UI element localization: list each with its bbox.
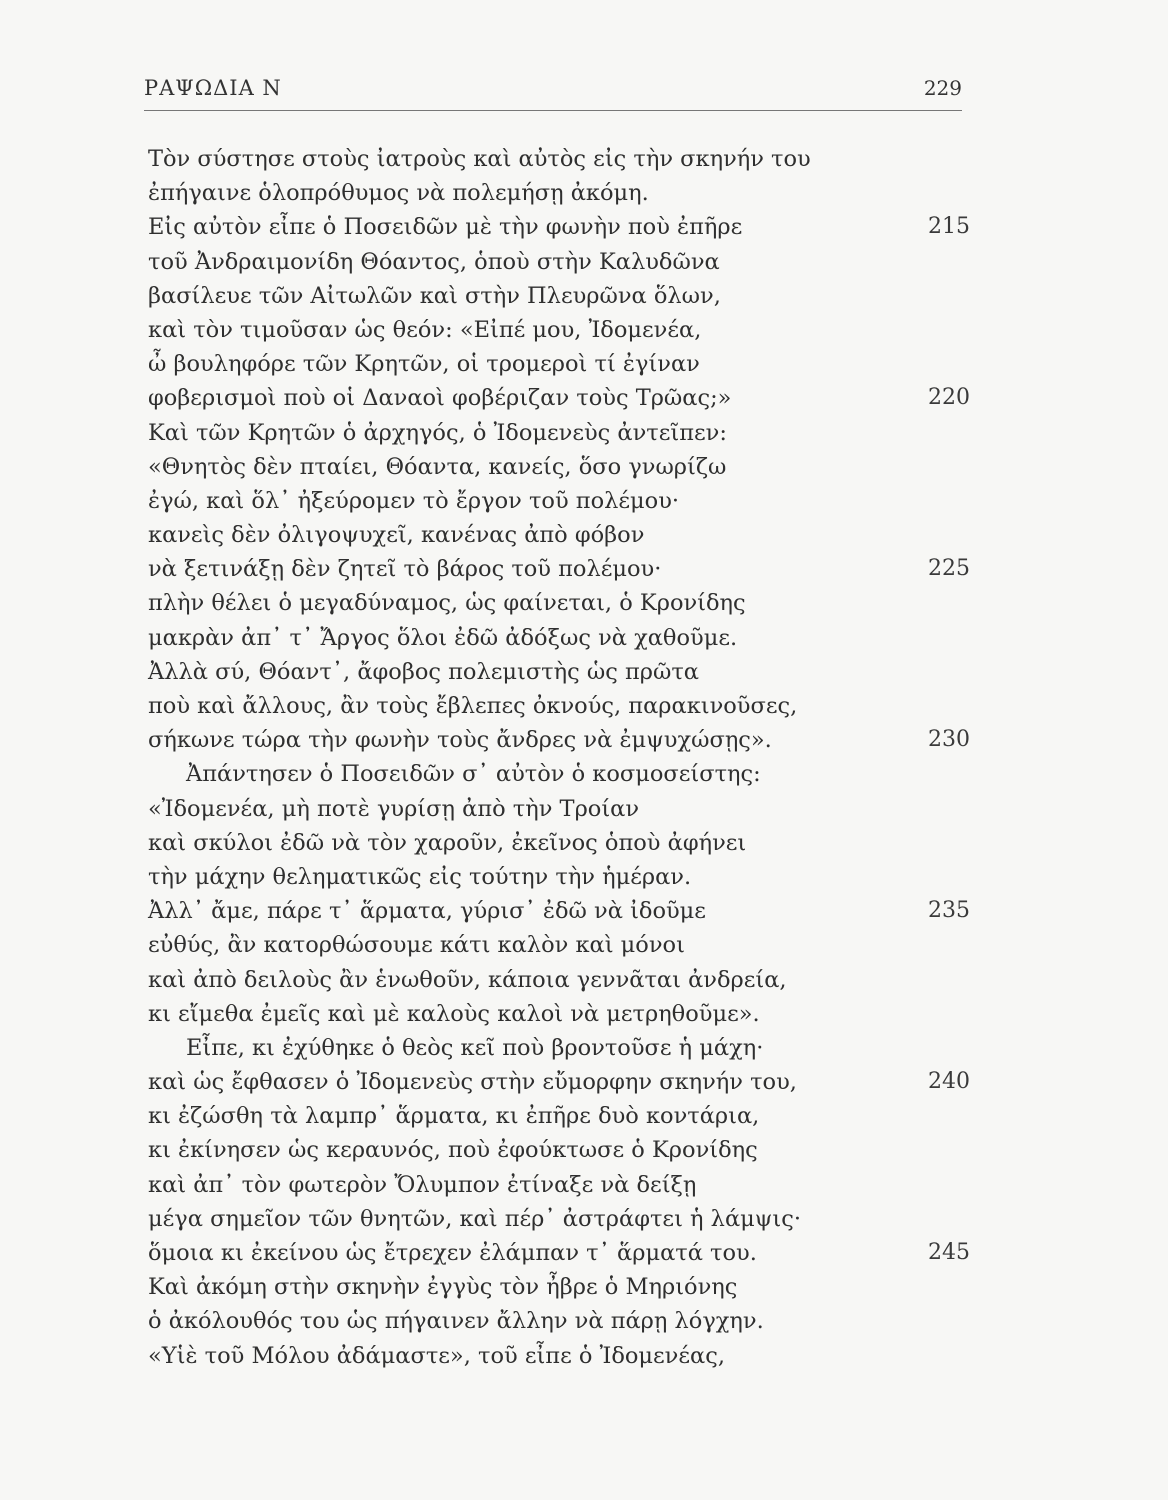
verse-text: ποὺ καὶ ἄλλους, ἂν τοὺς ἔβλεπες ὀκνούς, παρακινοῦσες, bbox=[148, 693, 798, 719]
verse-text: ὅμοια κι ἐκείνου ὡς ἔτρεχεν ἐλάμπαν τ᾽ ἅρματά του. bbox=[148, 1240, 757, 1266]
verse-text: καὶ ἀπ᾽ τὸν φωτερὸν Ὄλυμπον ἐτίναξε νὰ δείξῃ bbox=[148, 1171, 697, 1198]
verse-line bbox=[148, 689, 978, 723]
verse-line bbox=[148, 381, 978, 415]
verse-text: νὰ ξετινάξῃ δὲν ζητεῖ τὸ βάρος τοῦ πολέμου· bbox=[148, 556, 662, 583]
verse-text: μέγα σημεῖον τῶν θνητῶν, καὶ πέρ᾽ ἀστράφτει ἡ λάμψις· bbox=[148, 1205, 801, 1232]
running-head-title: ΡΑΨΩΔΙΑ Ν bbox=[144, 76, 282, 100]
verse-block bbox=[148, 142, 978, 1373]
verse-line bbox=[148, 655, 978, 689]
verse-line bbox=[148, 1031, 978, 1065]
verse-line bbox=[148, 928, 978, 962]
verse-text: «Υἱὲ τοῦ Μόλου ἀδάμαστε», τοῦ εἶπε ὁ Ἰδομενέας, bbox=[148, 1342, 725, 1369]
verse-text: «Θνητὸς δὲν πταίει, Θόαντα, κανείς, ὅσο γνωρίζω bbox=[148, 453, 727, 480]
verse-line bbox=[148, 1065, 978, 1099]
verse-line bbox=[148, 792, 978, 826]
verse-text: ὦ βουληφόρε τῶν Κρητῶν, οἱ τρομεροὶ τί ἐγίναν bbox=[148, 351, 700, 378]
verse-text: κι ἐκίνησεν ὡς κεραυνός, ποὺ ἐφούκτωσε ὁ Κρονίδης bbox=[148, 1137, 758, 1164]
line-number: 215 bbox=[928, 214, 970, 240]
verse-line bbox=[148, 210, 978, 244]
verse-line bbox=[148, 621, 978, 655]
verse-line bbox=[148, 997, 978, 1031]
verse-text: Ἀλλὰ σύ, Θόαντ᾽, ἄφοβος πολεμιστὴς ὡς πρῶτα bbox=[148, 658, 699, 685]
verse-text: φοβερισμοὶ ποὺ οἱ Δαναοὶ φοβέριζαν τοὺς Τρῶας;» bbox=[148, 385, 732, 412]
verse-text: καὶ ἀπὸ δειλοὺς ἂν ἑνωθοῦν, κάποια γεννᾶται ἀνδρεία, bbox=[148, 966, 787, 993]
verse-text: ἐγώ, καὶ ὅλ᾽ ἠξεύρομεν τὸ ἔργον τοῦ πολέμου· bbox=[148, 487, 680, 514]
verse-text: μακρὰν ἀπ᾽ τ᾽ Ἄργος ὅλοι ἐδῶ ἀδόξως νὰ χαθοῦμε. bbox=[148, 624, 738, 651]
verse-line bbox=[148, 279, 978, 313]
line-number: 245 bbox=[928, 1240, 970, 1265]
verse-text: Καὶ τῶν Κρητῶν ὁ ἀρχηγός, ὁ Ἰδομενεὺς ἀντεῖπεν: bbox=[148, 419, 727, 446]
verse-line bbox=[148, 518, 978, 552]
verse-text: κι εἴμεθα ἐμεῖς καὶ μὲ καλοὺς καλοὶ νὰ μετρηθοῦμε». bbox=[148, 1000, 760, 1027]
verse-text: εὐθύς, ἂν κατορθώσουμε κάτι καλὸν καὶ μόνοι bbox=[148, 932, 685, 959]
verse-text: τοῦ Ἀνδραιμονίδη Θόαντος, ὁποὺ στὴν Καλυδῶνα bbox=[148, 248, 720, 275]
verse-text: καὶ σκύλοι ἐδῶ νὰ τὸν χαροῦν, ἐκεῖνος ὁποὺ ἀφήνει bbox=[148, 829, 747, 856]
verse-line bbox=[148, 450, 978, 484]
verse-line bbox=[148, 1202, 978, 1236]
verse-line bbox=[148, 176, 978, 210]
verse-text: κανεὶς δὲν ὀλιγοψυχεῖ, κανένας ἀπὸ φόβον bbox=[148, 522, 645, 549]
header-rule bbox=[144, 110, 962, 111]
verse-text: κι ἐζώσθη τὰ λαμπρ᾽ ἅρματα, κι ἐπῆρε δυὸ κοντάρια, bbox=[148, 1103, 760, 1130]
verse-text: ὁ ἀκόλουθός του ὡς πήγαινεν ἄλλην νὰ πάρῃ λόγχην. bbox=[148, 1308, 764, 1335]
verse-line bbox=[148, 723, 978, 757]
verse-line bbox=[148, 860, 978, 894]
verse-line bbox=[148, 826, 978, 860]
verse-text: καὶ ὡς ἔφθασεν ὁ Ἰδομενεὺς στὴν εὔμορφην σκηνήν του, bbox=[148, 1069, 797, 1096]
verse-text: Ἀλλ᾽ ἄμε, πάρε τ᾽ ἅρματα, γύρισ᾽ ἐδῶ νὰ ἰδοῦμε bbox=[148, 898, 706, 925]
verse-line bbox=[148, 1168, 978, 1202]
verse-line bbox=[148, 347, 978, 381]
verse-text: Εἰς αὐτὸν εἶπε ὁ Ποσειδῶν μὲ τὴν φωνὴν ποὺ ἐπῆρε bbox=[148, 214, 743, 241]
verse-line bbox=[148, 1133, 978, 1167]
verse-line bbox=[148, 416, 978, 450]
verse-line bbox=[148, 894, 978, 928]
line-number: 225 bbox=[928, 556, 970, 582]
verse-line bbox=[148, 757, 978, 791]
verse-line bbox=[148, 1304, 978, 1338]
verse-text: ἐπήγαινε ὁλοπρόθυμος νὰ πολεμήσῃ ἀκόμη. bbox=[148, 180, 649, 207]
line-number: 235 bbox=[928, 898, 970, 924]
verse-text: Εἶπε, κι ἐχύθηκε ὁ θεὸς κεῖ ποὺ βροντοῦσε ἡ μάχη· bbox=[186, 1034, 764, 1061]
verse-text: καὶ τὸν τιμοῦσαν ὡς θεόν: «Εἰπέ μου, Ἰδομενέα, bbox=[148, 316, 702, 343]
verse-line bbox=[148, 1339, 978, 1373]
verse-line bbox=[148, 484, 978, 518]
verse-line bbox=[148, 1236, 978, 1270]
verse-text: τὴν μάχην θεληματικῶς εἰς τούτην τὴν ἡμέραν. bbox=[148, 863, 692, 890]
verse-line bbox=[148, 586, 978, 620]
verse-text: βασίλευε τῶν Αἰτωλῶν καὶ στὴν Πλευρῶνα ὅλων, bbox=[148, 282, 721, 309]
verse-line bbox=[148, 1270, 978, 1304]
line-number: 230 bbox=[928, 727, 970, 753]
page-number: 229 bbox=[923, 76, 962, 100]
verse-text: σήκωνε τώρα τὴν φωνὴν τοὺς ἄνδρες νὰ ἐμψυχώσῃς». bbox=[148, 727, 772, 754]
verse-text: πλὴν θέλει ὁ μεγαδύναμος, ὡς φαίνεται, ὁ Κρονίδης bbox=[148, 590, 746, 617]
line-number: 240 bbox=[928, 1069, 970, 1095]
verse-text: Τὸν σύστησε στοὺς ἰατροὺς καὶ αὐτὸς εἰς τὴν σκηνήν του bbox=[148, 146, 811, 172]
line-number: 220 bbox=[928, 385, 970, 411]
verse-text: «Ἰδομενέα, μὴ ποτὲ γυρίσῃ ἀπὸ τὴν Τροίαν bbox=[148, 795, 640, 822]
verse-line bbox=[148, 142, 978, 176]
verse-line bbox=[148, 245, 978, 279]
verse-line bbox=[148, 552, 978, 586]
verse-text: Καὶ ἀκόμη στὴν σκηνὴν ἐγγὺς τὸν ἦβρε ὁ Μηριόνης bbox=[148, 1274, 738, 1301]
page-header bbox=[144, 76, 962, 108]
verse-line bbox=[148, 963, 978, 997]
verse-line bbox=[148, 313, 978, 347]
verse-line bbox=[148, 1099, 978, 1133]
verse-text: Ἀπάντησεν ὁ Ποσειδῶν σ᾽ αὐτὸν ὁ κοσμοσείστης: bbox=[186, 761, 761, 788]
